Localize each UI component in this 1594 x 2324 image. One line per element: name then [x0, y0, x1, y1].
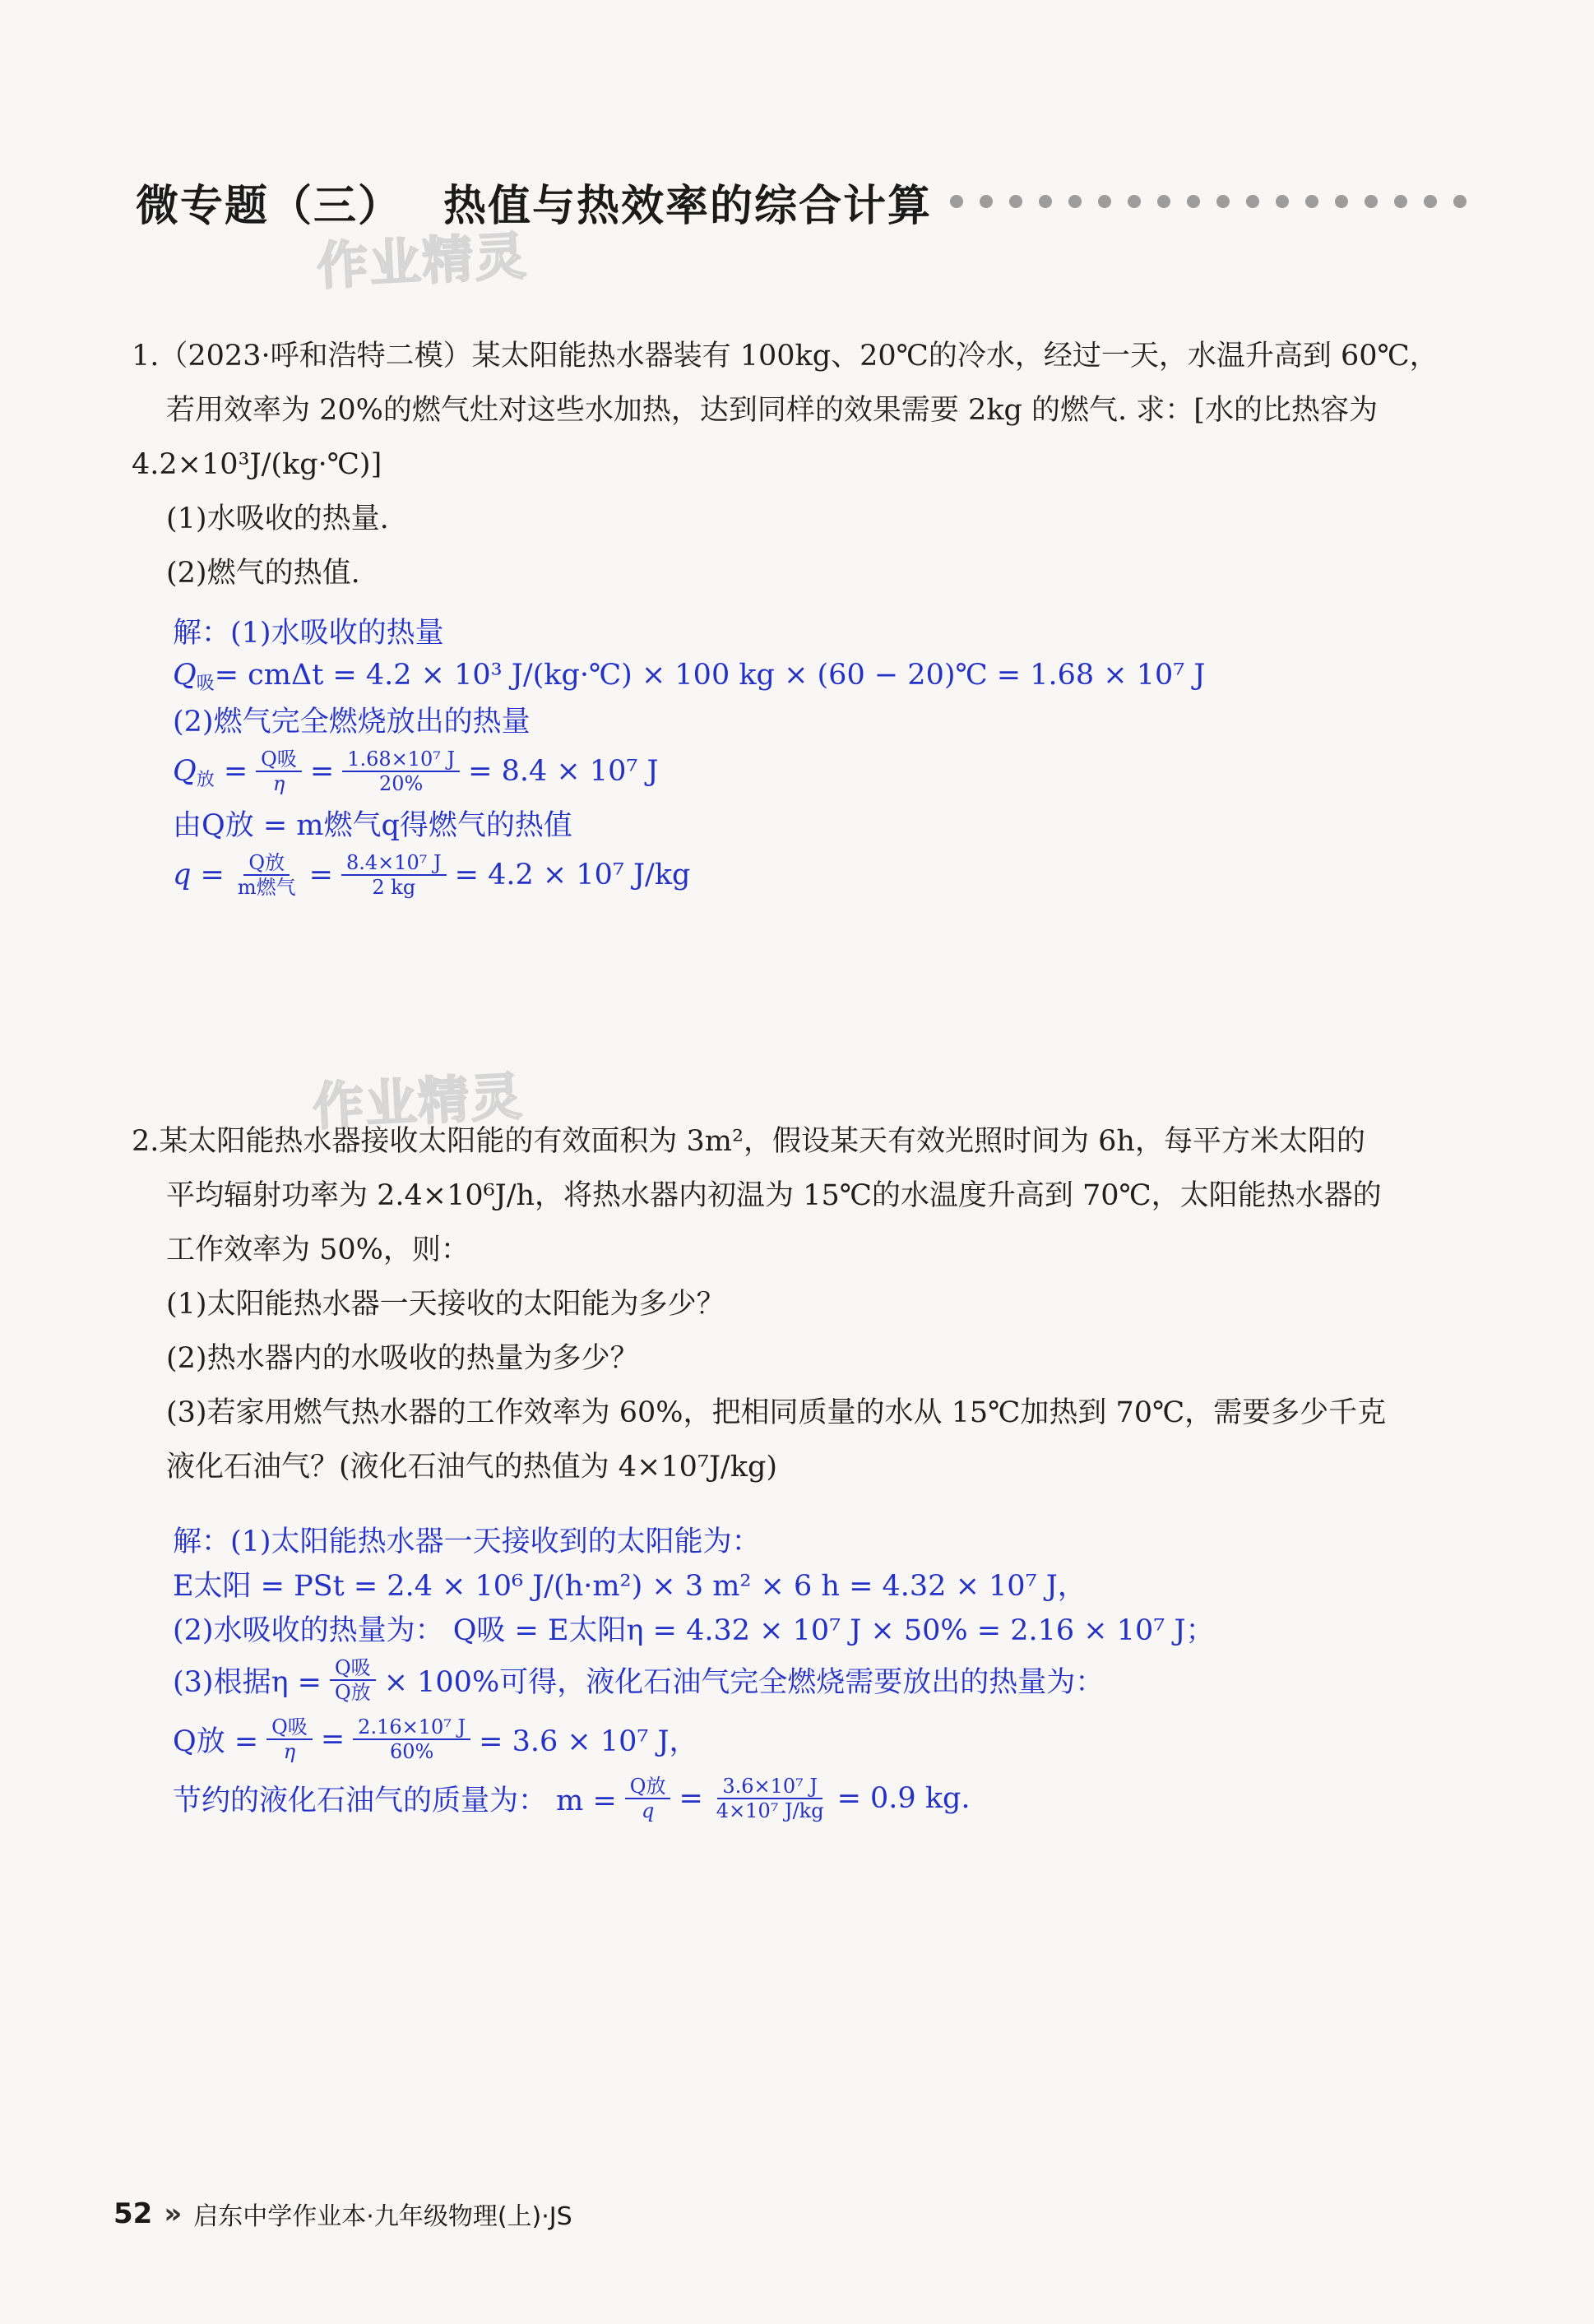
question-2 [132, 1114, 1513, 1494]
title-part1: 微专题（三） [136, 181, 403, 231]
solution-line [173, 653, 1406, 697]
question-text: 2.某太阳能热水器接收太阳能的有效面积为 3m²，假设某天有效光照时间为 6h，每平方米太阳的 [132, 1125, 1365, 1158]
page-number: 52 [114, 2197, 153, 2230]
solution-line: E太阳 = PSt = 2.4 × 10⁶ J/(h·m²) × 3 m² × 6 h = 4.32 × 10⁷ J， [173, 1570, 1087, 1603]
question-text: 工作效率为 50%，则： [166, 1234, 470, 1266]
fraction: $\frac{\text{Q放}}{q}$ [625, 1775, 671, 1822]
question-text: 4.2×10³J/(kg·℃)] [132, 448, 382, 481]
chevron-right-icon: » [164, 2197, 183, 2230]
solution-2 [173, 1517, 1406, 1828]
sub-question: 液化石油气？(液化石油气的热值为 4×10⁷J/kg) [166, 1451, 778, 1484]
solution-line: (2)水吸收的热量为： Q吸 = E太阳η = 4.32 × 10⁷ J × 50% = 2.16 × 10⁷ J； [173, 1614, 1215, 1647]
sub-question: (1)水吸收的热量. [166, 502, 389, 535]
watermark-logo: 作业精灵 [311, 1066, 526, 1137]
fraction: $\frac{\text{1.68×10⁷ J}}{20\%}$ [342, 748, 460, 795]
sub-question: (3)若家用燃气热水器的工作效率为 60%，把相同质量的水从 15℃加热到 70℃，需要多少千克 [166, 1396, 1387, 1429]
math-result: = 0.9 kg. [836, 1782, 971, 1815]
solution-line: Q放 = $\frac{\text{Q吸}}{\eta}$ = $\frac{\text{2.16×10⁷ J}}{60\%}$ = 3.6 × 10⁷ J， [173, 1715, 698, 1763]
solution-line: 解：(1)水吸收的热量 [173, 617, 444, 650]
question-text: 平均辐射功率为 2.4×10⁶J/h，将热水器内初温为 15℃的水温度升高到 70℃，太阳能热水器的 [166, 1179, 1382, 1212]
math-symbol: q [173, 859, 192, 891]
book-title: 启东中学作业本·九年级物理(上)·JS [193, 2202, 572, 2231]
fraction: $\frac{\text{2.16×10⁷ J}}{60\%}$ [353, 1715, 470, 1763]
title-part2: 热值与热效率的综合计算 [443, 181, 933, 231]
fraction: $\frac{\text{8.4×10⁷ J}}{2 kg}$ [341, 851, 447, 899]
math-result: = 4.2 × 10⁷ J/kg [454, 859, 691, 891]
math-result: = 8.4 × 10⁷ J [468, 755, 659, 788]
question-text: 1.（2023·呼和浩特二模）某太阳能热水器装有 100kg、20℃的冷水，经过一天，水温升高到 60℃， [132, 340, 1439, 373]
solution-line: q = $\frac{\text{Q放}}{\text{m燃气}}$ = $\frac{\text{8.4×10⁷ J}}{2 kg}$ = 4.2 × 10⁷ J/kg [173, 851, 691, 899]
fraction: $\frac{\text{3.6×10⁷ J}}{\text{4×10⁷ J/kg}}$ [716, 1775, 824, 1822]
solution-line: (2)燃气完全燃烧放出的热量 [173, 706, 531, 738]
math-symbol: Q [173, 659, 197, 692]
fraction: $\frac{\text{Q吸}}{\eta}$ [266, 1715, 313, 1763]
math-result: = 3.6 × 10⁷ J， [479, 1725, 698, 1758]
math-subscript: 放 [196, 769, 215, 790]
solution-1 [173, 609, 1406, 905]
sub-question: (1)太阳能热水器一天接收的太阳能为多少？ [166, 1288, 725, 1321]
math-expression: (3)根据η = [173, 1666, 322, 1699]
fraction: $\frac{\text{Q放}}{\text{m燃气}}$ [237, 851, 296, 899]
math-expression: = cmΔt = 4.2 × 10³ J/(kg·℃) × 100 kg × (60 − 20)℃ = 1.68 × 10⁷ J [214, 659, 1206, 692]
solution-line: 节约的液化石油气的质量为： m = $\frac{\text{Q放}}{q}$ = $\frac{\text{3.6×10⁷ J}}{\text{4×10⁷ J/kg}}$ = 0.9 kg. [173, 1775, 971, 1822]
solution-line: 由Q放 = m燃气q得燃气的热值 [173, 809, 572, 842]
solution-line: 解：(1)太阳能热水器一天接收到的太阳能为： [173, 1525, 761, 1558]
question-text: 若用效率为 20%的燃气灶对这些水加热，达到同样的效果需要 2kg 的燃气. 求：[水的比热容为 [166, 394, 1378, 427]
solution-line: Q 放 = $\frac{\text{Q吸}}{\eta}$ = $\frac{\text{1.68×10⁷ J}}{20\%}$ = 8.4 × 10⁷ J [173, 748, 659, 795]
math-expression: Q放 = [173, 1725, 259, 1758]
solution-line [173, 1650, 1406, 1710]
watermark-logo: 作业精灵 [315, 225, 530, 297]
fraction: $\frac{\text{Q吸}}{\text{Q放}}$ [330, 1656, 376, 1704]
math-expression: × 100%可得，液化石油气完全燃烧需要放出的热量为： [383, 1666, 1105, 1699]
question-1 [132, 329, 1513, 600]
math-subscript: 吸 [196, 673, 215, 694]
title-dots-decoration [950, 195, 1467, 208]
sub-question: (2)燃气的热值. [166, 557, 360, 590]
math-expression: 节约的液化石油气的质量为： m = [173, 1785, 617, 1817]
fraction: $\frac{\text{Q吸}}{\eta}$ [256, 748, 302, 795]
math-symbol: Q [173, 755, 197, 788]
sub-question: (2)热水器内的水吸收的热量为多少？ [166, 1342, 639, 1375]
page-footer [114, 2196, 572, 2232]
